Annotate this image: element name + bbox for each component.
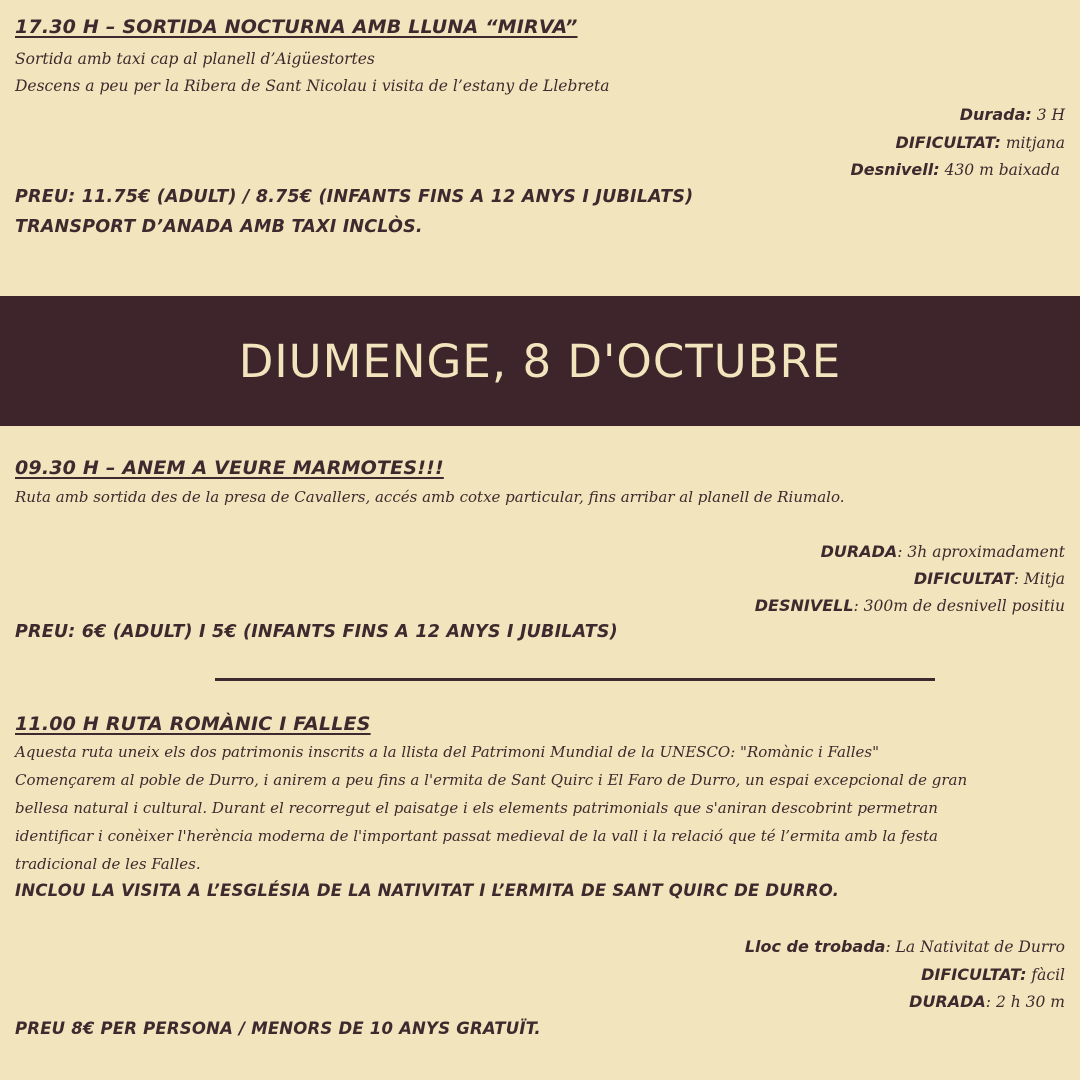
elevation-label: Desnivell: xyxy=(850,160,940,179)
event-2-elevation xyxy=(755,596,1065,615)
event-3-price: PREU 8€ PER PERSONA / MENORS DE 10 ANYS GRATUÏT. xyxy=(15,1019,541,1038)
day-banner xyxy=(0,296,1080,426)
elevation-label: DESNIVELL xyxy=(754,596,854,615)
event-1-elevation xyxy=(850,160,1060,179)
event-3-description-line: identificar i conèixer l'herència moderna de l'important passat medieval de la vall i la relació que té l’ermita amb la festa xyxy=(15,827,938,845)
event-2-duration xyxy=(821,542,1065,561)
event-3-heading: 11.00 H RUTA ROMÀNIC I FALLES xyxy=(15,713,371,735)
elevation-value: 430 m baixada xyxy=(939,161,1060,179)
event-1-description-line: Sortida amb taxi cap al planell d’Aigüestortes xyxy=(15,50,375,68)
event-1-price: PREU: 11.75€ (ADULT) / 8.75€ (INFANTS FINS A 12 ANYS I JUBILATS) xyxy=(15,187,694,207)
event-3-duration xyxy=(909,992,1065,1011)
difficulty-label: DIFICULTAT xyxy=(913,569,1014,588)
event-2-price: PREU: 6€ (ADULT) I 5€ (INFANTS FINS A 12 ANYS I JUBILATS) xyxy=(15,622,618,642)
event-3-inclusion-note: INCLOU LA VISITA A L’ESGLÉSIA DE LA NATIVITAT I L’ERMITA DE SANT QUIRC DE DURRO. xyxy=(15,881,840,900)
event-3-description-line: Aquesta ruta uneix els dos patrimonis inscrits a la llista del Patrimoni Mundial de la UNESCO: "Romànic i Falles" xyxy=(15,743,880,761)
duration-value: : 2 h 30 m xyxy=(985,993,1065,1011)
event-3-description-line: tradicional de les Falles. xyxy=(15,855,201,873)
event-2-heading: 09.30 H – ANEM A VEURE MARMOTES!!! xyxy=(15,457,444,479)
event-1-difficulty xyxy=(896,133,1065,152)
event-3-description-line: Començarem al poble de Durro, i anirem a peu fins a l'ermita de Sant Quirc i El Faro de Durro, un espai excepcional de gran xyxy=(15,771,968,789)
event-2-difficulty xyxy=(914,569,1065,588)
elevation-value: : 300m de desnivell positiu xyxy=(853,597,1065,615)
duration-value: : 3h aproximadament xyxy=(897,543,1065,561)
meeting-point-label: Lloc de trobada xyxy=(744,937,886,956)
event-3-difficulty xyxy=(921,965,1065,984)
event-1-transport-note: TRANSPORT D’ANADA AMB TAXI INCLÒS. xyxy=(15,217,423,237)
event-2-description-line: Ruta amb sortida des de la presa de Cavallers, accés amb cotxe particular, fins arribar al planell de Riumalo. xyxy=(15,488,845,506)
difficulty-value: : Mitja xyxy=(1013,570,1065,588)
difficulty-label: DIFICULTAT: xyxy=(921,965,1027,984)
section-divider xyxy=(215,678,935,681)
event-1-description-line: Descens a peu per la Ribera de Sant Nicolau i visita de l’estany de Llebreta xyxy=(15,77,610,95)
event-1-duration xyxy=(960,105,1065,124)
difficulty-value: mitjana xyxy=(1000,134,1065,152)
difficulty-label: DIFICULTAT: xyxy=(895,133,1001,152)
event-1-heading: 17.30 H – SORTIDA NOCTURNA AMB LLUNA “MIRVA” xyxy=(15,16,578,38)
duration-label: DURADA xyxy=(820,542,898,561)
event-3-meeting-point xyxy=(745,937,1065,956)
difficulty-value: fàcil xyxy=(1026,966,1065,984)
day-title: DIUMENGE, 8 D'OCTUBRE xyxy=(238,334,842,388)
duration-value: 3 H xyxy=(1031,106,1065,124)
meeting-point-value: : La Nativitat de Durro xyxy=(885,938,1065,956)
duration-label: Durada: xyxy=(959,105,1032,124)
duration-label: DURADA xyxy=(909,992,986,1011)
event-3-description-line: bellesa natural i cultural. Durant el recorregut el paisatge i els elements patrimonials que s'aniran descobrint permetran xyxy=(15,799,938,817)
